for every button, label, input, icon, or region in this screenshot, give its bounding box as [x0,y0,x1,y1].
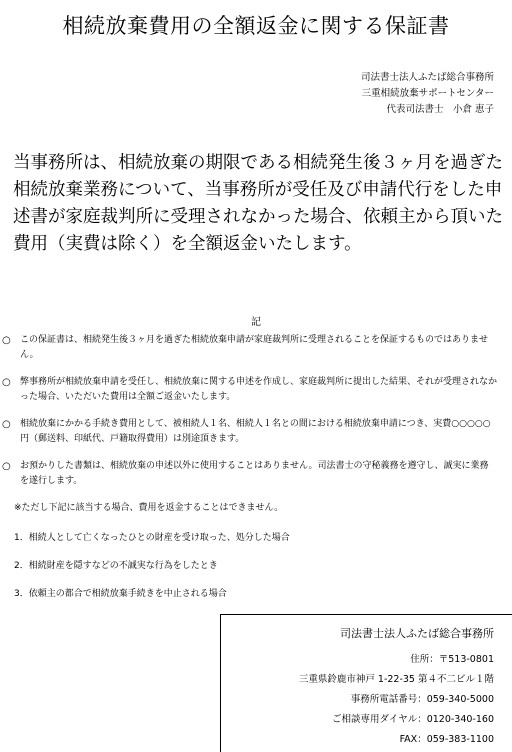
exception-note: ※ただし下記に該当する場合、費用を返金することはできません。 [14,503,284,513]
office-fax: FAX：059-383-1100 [399,734,494,745]
condition-item [2,459,497,489]
office-info-box [220,614,512,752]
ki-heading: 記 [251,317,261,328]
issuer-block [361,70,494,118]
condition-item [2,417,497,447]
issuer-representative: 代表司法書士 小倉 恵子 [386,104,494,115]
document-title: 相続放棄費用の全額返金に関する保証書 [62,14,450,38]
office-dial: ご相談専用ダイヤル：0120-340-160 [331,714,494,725]
exception-item: 1．相続人として亡くなったひとの財産を受け取った、処分した場合 [14,533,290,543]
condition-text: 相続放棄にかかる手続き費用として、被相続人１名、相続人１名との間における相続放棄申請につき、実費○○○○○円（郵送料、印紙代、戸籍取得費用）は別途頂きます。 [20,419,491,444]
circle-bullet-icon: ○ [2,377,11,388]
circle-bullet-icon: ○ [2,461,11,472]
condition-text: 弊事務所が相続放棄申請を受任し、相続放棄に関する申述を作成し、家庭裁判所に提出した結果、それが受理されなかった場合、いただいた費用は全額ご返金いたします。 [20,377,498,402]
circle-bullet-icon: ○ [2,419,11,430]
condition-text: お預かりした書類は、相続放棄の申述以外に使用することはありません。司法書士の守秘義務を遵守し、誠実に業務を遂行します。 [20,461,489,486]
office-name: 司法書士法人ふたば総合事務所 [340,627,494,640]
office-address: 三重県鈴鹿市神戸 1-22-35 第４不二ビル１階 [298,674,494,685]
conditions-list [2,333,497,501]
condition-item [2,333,497,363]
exception-item: 2．相続財産を隠すなどの不誠実な行為をしたとき [14,561,218,571]
guarantee-statement: 当事務所は、相続放棄の期限である相続発生後３ヶ月を過ぎた相続放棄業務について、当事務所が受任及び申請代行をした申述書が家庭裁判所に受理されなかった場合、依頼主から頂いた費用（実費は除く）を全額返金いたします。 [13,153,503,254]
office-postal: 住所：〒513-0801 [410,654,494,665]
exception-item: 3．依頼主の都合で相続放棄手続きを中止される場合 [14,589,227,599]
issuer-org: 司法書士法人ふたば総合事務所 [360,72,494,83]
issuer-center: 三重相続放棄サポートセンター [361,88,494,99]
exceptions-list [14,530,290,614]
office-phone: 事務所電話番号：059-340-5000 [350,694,494,705]
condition-item [2,375,497,405]
condition-text: この保証書は、相続発生後３ヶ月を過ぎた相続放棄申請が家庭裁判所に受理されることを保証するものではありません。 [20,335,489,360]
circle-bullet-icon: ○ [2,335,11,346]
